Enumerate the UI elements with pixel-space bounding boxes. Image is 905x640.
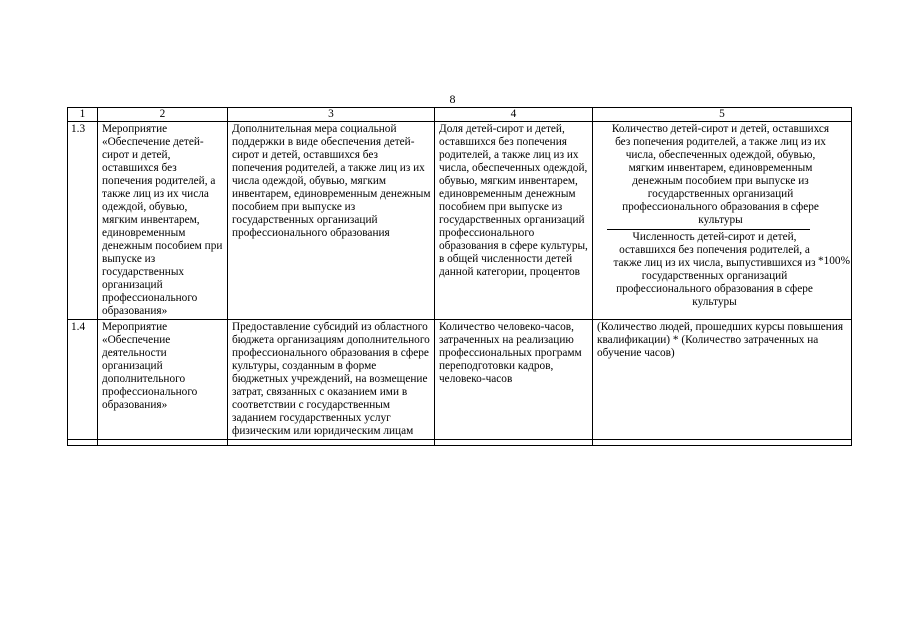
indicator-cell: Доля детей-сирот и детей, оставшихся без попечения родителей, а также лиц из их числа, обеспеченных одеждой, обувью, мягким инвентарем, единовременным денежным пособием при выпуске из государственных организаций профессионального образования в сфере культуры, в общей численности детей данной категории, процентов <box>435 122 593 320</box>
header-cell: 1 <box>68 108 98 122</box>
fraction-formula <box>597 123 848 309</box>
formula-denominator: Численность детей-сирот и детей, оставшихся без попечения родителей, а также лиц из их числа, выпустившихся из государственных организаций профессионального образования в сфере культуры <box>613 231 816 308</box>
row-number: 1.4 <box>68 320 98 440</box>
indicator-cell: Количество человеко-часов, затраченных на реализацию профессиональных программ переподготовки кадров, человеко-часов <box>435 320 593 440</box>
event-cell: Мероприятие «Обеспечение деятельности организаций дополнительного профессионального образования» <box>98 320 228 440</box>
header-cell: 2 <box>98 108 228 122</box>
formula-cell: (Количество людей, прошедших курсы повышения квалификации) * (Количество затраченных на обучение часов) <box>593 320 852 440</box>
event-cell: Мероприятие «Обеспечение детей-сирот и детей, оставшихся без попечения родителей, а также лиц из их числа одеждой, обувью, мягким инвентарем, единовременным денежным пособием при выпуске из государственных организаций профессионального образования» <box>98 122 228 320</box>
header-cell: 5 <box>593 108 852 122</box>
description-cell: Предоставление субсидий из областного бюджета организациям дополнительного профессионального образования в сфере культуры, созданным в форме бюджетных учреждений, на возмещение затрат, связанных с оказанием ими в соответствии с государственным заданием государственных услуг физическим или юридическим лицам <box>228 320 435 440</box>
formula-cell <box>593 122 852 320</box>
formula-multiplier: *100% <box>817 255 850 267</box>
header-cell: 3 <box>228 108 435 122</box>
page-number: 8 <box>449 92 456 106</box>
indicators-table <box>67 107 852 446</box>
empty-cell <box>98 440 228 446</box>
empty-cell <box>593 440 852 446</box>
empty-cell <box>68 440 98 446</box>
formula-numerator: Количество детей-сирот и детей, оставшихся без попечения родителей, а также лиц из их числа, обеспеченных одеждой, обувью, мягким инвентарем, единовременным денежным пособием при выпуске из государственных организаций профессионального образования в сфере культуры <box>611 123 830 226</box>
description-cell: Дополнительная мера социальной поддержки в виде обеспечения детей-сирот и детей, оставшихся без попечения родителей, а также лиц из их числа одеждой, обувью, мягким инвентарем, единовременным денежным пособием при выпуске из государственных организаций профессионального образования <box>228 122 435 320</box>
empty-cell <box>435 440 593 446</box>
table-header-row <box>68 108 852 122</box>
table-row <box>68 320 852 440</box>
table-row <box>68 440 852 446</box>
empty-cell <box>228 440 435 446</box>
row-number: 1.3 <box>68 122 98 320</box>
table-row <box>68 122 852 320</box>
header-cell: 4 <box>435 108 593 122</box>
